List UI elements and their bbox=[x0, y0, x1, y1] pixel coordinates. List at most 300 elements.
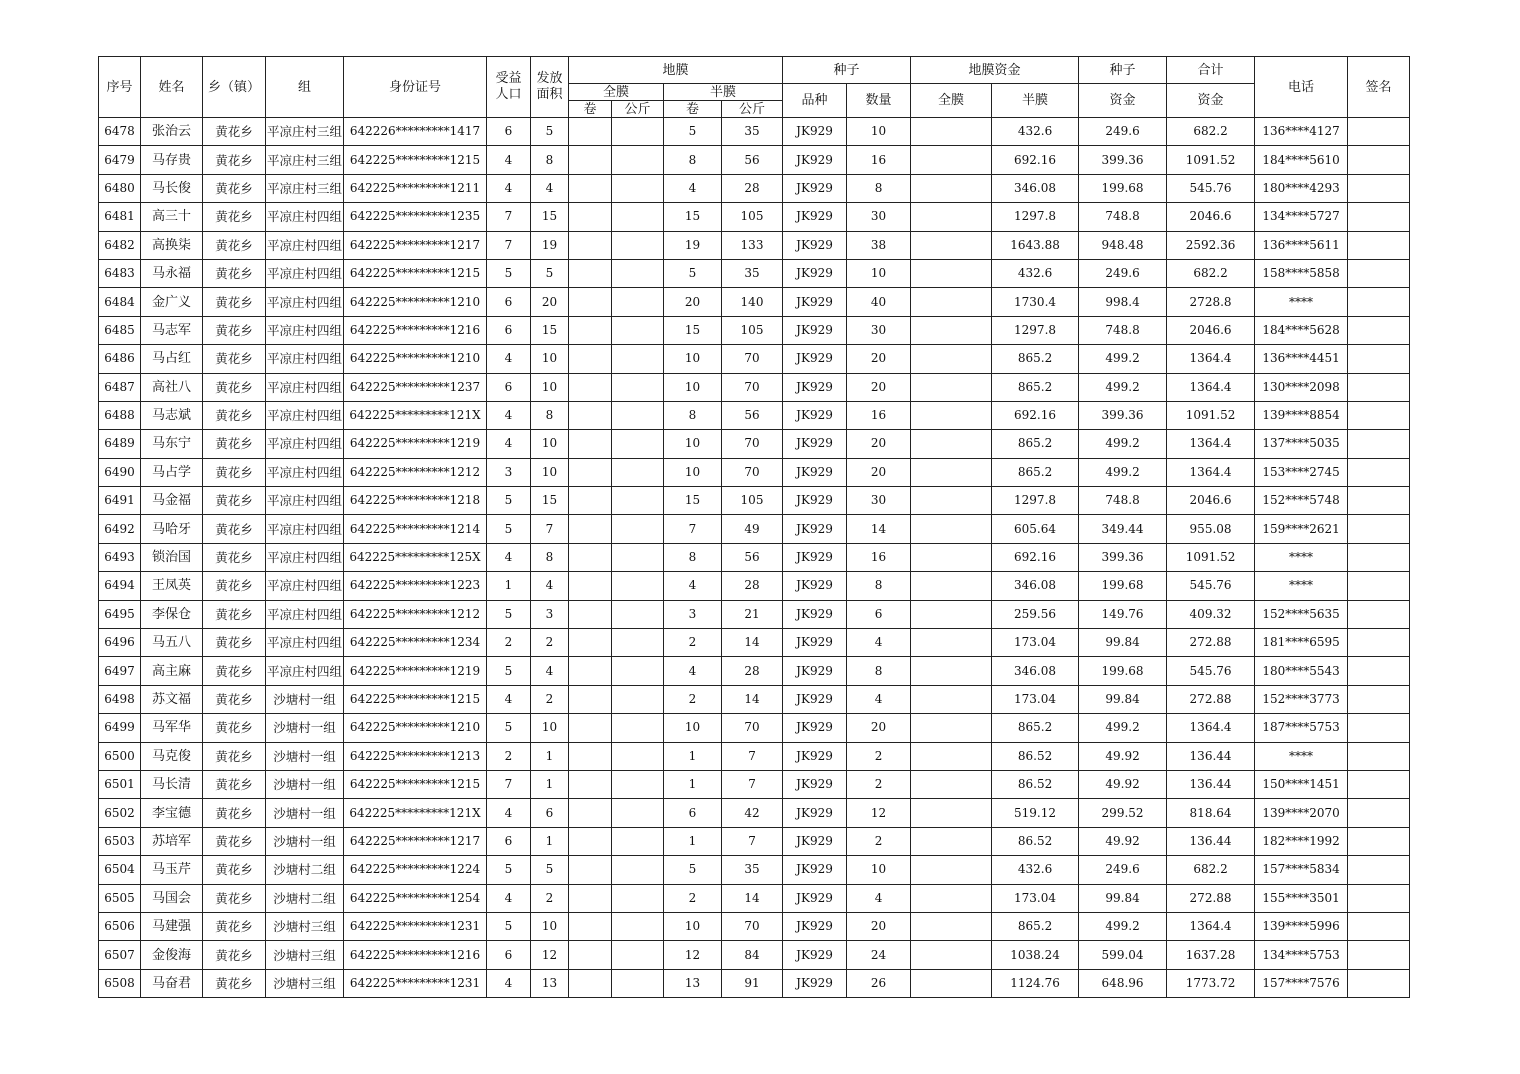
distribution-table bbox=[98, 56, 1410, 998]
cell-half-kg: 70 bbox=[722, 714, 783, 742]
cell-half-roll: 5 bbox=[664, 856, 722, 884]
cell-full-film-funds bbox=[911, 856, 992, 884]
table-row bbox=[99, 543, 1410, 571]
cell-full-film-funds bbox=[911, 543, 992, 571]
cell-half-roll: 6 bbox=[664, 799, 722, 827]
cell-half-kg: 105 bbox=[722, 487, 783, 515]
cell-seq: 6488 bbox=[99, 401, 141, 429]
cell-area: 15 bbox=[531, 316, 569, 344]
cell-half-roll: 7 bbox=[664, 515, 722, 543]
cell-half-film-funds: 692.16 bbox=[992, 543, 1079, 571]
cell-seed-funds: 998.4 bbox=[1079, 288, 1167, 316]
cell-half-kg: 133 bbox=[722, 231, 783, 259]
cell-half-roll: 10 bbox=[664, 373, 722, 401]
cell-signature bbox=[1348, 288, 1410, 316]
cell-full-roll bbox=[569, 174, 612, 202]
cell-town: 黄花乡 bbox=[203, 345, 266, 373]
header-film-funds: 地膜资金 bbox=[911, 57, 1079, 84]
cell-full-film-funds bbox=[911, 941, 992, 969]
cell-beneficiaries: 4 bbox=[487, 345, 531, 373]
cell-signature bbox=[1348, 231, 1410, 259]
cell-variety: JK929 bbox=[783, 969, 847, 997]
cell-phone: 136****5611 bbox=[1255, 231, 1348, 259]
cell-town: 黄花乡 bbox=[203, 941, 266, 969]
cell-full-roll bbox=[569, 259, 612, 287]
cell-quantity: 10 bbox=[847, 259, 911, 287]
cell-seq: 6505 bbox=[99, 884, 141, 912]
cell-total-funds: 136.44 bbox=[1167, 827, 1255, 855]
cell-phone: 139****2070 bbox=[1255, 799, 1348, 827]
cell-full-kg bbox=[612, 373, 664, 401]
cell-id-number: 642225*********1210 bbox=[344, 345, 487, 373]
cell-signature bbox=[1348, 827, 1410, 855]
cell-half-kg: 70 bbox=[722, 458, 783, 486]
cell-beneficiaries: 4 bbox=[487, 174, 531, 202]
cell-half-film-funds: 346.08 bbox=[992, 174, 1079, 202]
cell-quantity: 20 bbox=[847, 714, 911, 742]
cell-group: 平凉庄村四组 bbox=[266, 487, 344, 515]
cell-area: 8 bbox=[531, 543, 569, 571]
cell-phone: 159****2621 bbox=[1255, 515, 1348, 543]
cell-half-roll: 8 bbox=[664, 146, 722, 174]
cell-id-number: 642225*********1213 bbox=[344, 742, 487, 770]
cell-area: 10 bbox=[531, 714, 569, 742]
cell-group: 平凉庄村四组 bbox=[266, 572, 344, 600]
cell-half-kg: 28 bbox=[722, 174, 783, 202]
cell-seed-funds: 499.2 bbox=[1079, 430, 1167, 458]
cell-variety: JK929 bbox=[783, 487, 847, 515]
cell-name: 李宝德 bbox=[141, 799, 203, 827]
cell-half-roll: 10 bbox=[664, 345, 722, 373]
cell-total-funds: 1364.4 bbox=[1167, 458, 1255, 486]
cell-town: 黄花乡 bbox=[203, 203, 266, 231]
cell-beneficiaries: 4 bbox=[487, 969, 531, 997]
cell-full-film-funds bbox=[911, 231, 992, 259]
cell-phone: 136****4451 bbox=[1255, 345, 1348, 373]
cell-variety: JK929 bbox=[783, 316, 847, 344]
cell-seed-funds: 748.8 bbox=[1079, 203, 1167, 231]
cell-phone: 181****6595 bbox=[1255, 629, 1348, 657]
header-seed-funds: 资金 bbox=[1079, 84, 1167, 118]
cell-id-number: 642225*********1211 bbox=[344, 174, 487, 202]
cell-total-funds: 2592.36 bbox=[1167, 231, 1255, 259]
cell-area: 3 bbox=[531, 600, 569, 628]
cell-full-roll bbox=[569, 345, 612, 373]
cell-half-kg: 7 bbox=[722, 827, 783, 855]
cell-town: 黄花乡 bbox=[203, 827, 266, 855]
cell-full-film-funds bbox=[911, 742, 992, 770]
cell-full-roll bbox=[569, 600, 612, 628]
cell-phone: 150****1451 bbox=[1255, 770, 1348, 798]
cell-total-funds: 545.76 bbox=[1167, 174, 1255, 202]
cell-full-film-funds bbox=[911, 487, 992, 515]
cell-area: 1 bbox=[531, 827, 569, 855]
cell-seed-funds: 349.44 bbox=[1079, 515, 1167, 543]
cell-half-film-funds: 86.52 bbox=[992, 770, 1079, 798]
cell-quantity: 14 bbox=[847, 515, 911, 543]
cell-beneficiaries: 7 bbox=[487, 770, 531, 798]
cell-quantity: 10 bbox=[847, 118, 911, 146]
cell-full-kg bbox=[612, 912, 664, 940]
cell-area: 15 bbox=[531, 487, 569, 515]
table-row bbox=[99, 174, 1410, 202]
cell-group: 平凉庄村四组 bbox=[266, 543, 344, 571]
cell-area: 1 bbox=[531, 770, 569, 798]
cell-half-roll: 4 bbox=[664, 657, 722, 685]
table-row bbox=[99, 969, 1410, 997]
cell-id-number: 642225*********125X bbox=[344, 543, 487, 571]
cell-beneficiaries: 4 bbox=[487, 685, 531, 713]
cell-half-film-funds: 1038.24 bbox=[992, 941, 1079, 969]
cell-beneficiaries: 4 bbox=[487, 401, 531, 429]
cell-name: 马克俊 bbox=[141, 742, 203, 770]
cell-seq: 6508 bbox=[99, 969, 141, 997]
cell-beneficiaries: 4 bbox=[487, 146, 531, 174]
cell-full-roll bbox=[569, 288, 612, 316]
cell-seq: 6489 bbox=[99, 430, 141, 458]
cell-full-roll bbox=[569, 941, 612, 969]
cell-quantity: 26 bbox=[847, 969, 911, 997]
cell-group: 平凉庄村四组 bbox=[266, 401, 344, 429]
cell-total-funds: 136.44 bbox=[1167, 742, 1255, 770]
header-area: 发放面积 bbox=[531, 57, 569, 118]
cell-variety: JK929 bbox=[783, 231, 847, 259]
cell-signature bbox=[1348, 515, 1410, 543]
cell-half-film-funds: 519.12 bbox=[992, 799, 1079, 827]
cell-half-film-funds: 346.08 bbox=[992, 572, 1079, 600]
cell-half-roll: 10 bbox=[664, 912, 722, 940]
cell-seed-funds: 399.36 bbox=[1079, 146, 1167, 174]
cell-full-kg bbox=[612, 231, 664, 259]
cell-group: 沙塘村一组 bbox=[266, 799, 344, 827]
cell-full-roll bbox=[569, 458, 612, 486]
cell-seq: 6494 bbox=[99, 572, 141, 600]
cell-signature bbox=[1348, 685, 1410, 713]
cell-seq: 6485 bbox=[99, 316, 141, 344]
cell-beneficiaries: 7 bbox=[487, 231, 531, 259]
table-header bbox=[99, 57, 1410, 118]
cell-town: 黄花乡 bbox=[203, 259, 266, 287]
cell-variety: JK929 bbox=[783, 458, 847, 486]
cell-seed-funds: 648.96 bbox=[1079, 969, 1167, 997]
cell-half-kg: 56 bbox=[722, 146, 783, 174]
cell-variety: JK929 bbox=[783, 770, 847, 798]
cell-name: 苏培军 bbox=[141, 827, 203, 855]
cell-full-kg bbox=[612, 799, 664, 827]
cell-total-funds: 1091.52 bbox=[1167, 401, 1255, 429]
cell-seed-funds: 199.68 bbox=[1079, 572, 1167, 600]
cell-half-roll: 19 bbox=[664, 231, 722, 259]
cell-full-kg bbox=[612, 345, 664, 373]
cell-half-kg: 140 bbox=[722, 288, 783, 316]
cell-group: 沙塘村二组 bbox=[266, 884, 344, 912]
cell-beneficiaries: 4 bbox=[487, 543, 531, 571]
cell-name: 马长俊 bbox=[141, 174, 203, 202]
cell-area: 5 bbox=[531, 856, 569, 884]
cell-area: 12 bbox=[531, 941, 569, 969]
table-row bbox=[99, 714, 1410, 742]
cell-name: 金俊海 bbox=[141, 941, 203, 969]
cell-phone: 139****5996 bbox=[1255, 912, 1348, 940]
cell-total-funds: 409.32 bbox=[1167, 600, 1255, 628]
cell-full-kg bbox=[612, 458, 664, 486]
cell-seed-funds: 199.68 bbox=[1079, 657, 1167, 685]
cell-signature bbox=[1348, 345, 1410, 373]
cell-signature bbox=[1348, 600, 1410, 628]
cell-town: 黄花乡 bbox=[203, 884, 266, 912]
cell-half-film-funds: 692.16 bbox=[992, 401, 1079, 429]
cell-total-funds: 2728.8 bbox=[1167, 288, 1255, 316]
cell-half-roll: 2 bbox=[664, 685, 722, 713]
cell-full-kg bbox=[612, 827, 664, 855]
table-body bbox=[99, 118, 1410, 998]
cell-name: 马金福 bbox=[141, 487, 203, 515]
cell-name: 马军华 bbox=[141, 714, 203, 742]
cell-name: 马哈牙 bbox=[141, 515, 203, 543]
header-total-funds: 资金 bbox=[1167, 84, 1255, 118]
cell-seq: 6479 bbox=[99, 146, 141, 174]
cell-half-kg: 105 bbox=[722, 316, 783, 344]
cell-half-roll: 8 bbox=[664, 401, 722, 429]
cell-beneficiaries: 1 bbox=[487, 572, 531, 600]
cell-variety: JK929 bbox=[783, 600, 847, 628]
cell-half-film-funds: 865.2 bbox=[992, 345, 1079, 373]
table-row bbox=[99, 941, 1410, 969]
cell-full-kg bbox=[612, 146, 664, 174]
cell-quantity: 2 bbox=[847, 742, 911, 770]
cell-seq: 6486 bbox=[99, 345, 141, 373]
cell-half-kg: 70 bbox=[722, 430, 783, 458]
cell-phone: **** bbox=[1255, 288, 1348, 316]
cell-total-funds: 2046.6 bbox=[1167, 487, 1255, 515]
table-row bbox=[99, 912, 1410, 940]
cell-signature bbox=[1348, 969, 1410, 997]
cell-full-roll bbox=[569, 543, 612, 571]
cell-half-film-funds: 346.08 bbox=[992, 657, 1079, 685]
cell-id-number: 642225*********1215 bbox=[344, 770, 487, 798]
cell-total-funds: 272.88 bbox=[1167, 884, 1255, 912]
cell-full-roll bbox=[569, 572, 612, 600]
cell-area: 2 bbox=[531, 884, 569, 912]
header-name: 姓名 bbox=[141, 57, 203, 118]
cell-beneficiaries: 5 bbox=[487, 912, 531, 940]
cell-signature bbox=[1348, 742, 1410, 770]
cell-group: 沙塘村三组 bbox=[266, 912, 344, 940]
cell-group: 沙塘村一组 bbox=[266, 714, 344, 742]
cell-id-number: 642225*********1235 bbox=[344, 203, 487, 231]
cell-name: 锁治国 bbox=[141, 543, 203, 571]
cell-full-roll bbox=[569, 884, 612, 912]
header-full-roll: 卷 bbox=[569, 101, 612, 118]
cell-full-film-funds bbox=[911, 259, 992, 287]
header-seed-funds-top: 种子 bbox=[1079, 57, 1167, 84]
header-town: 乡（镇） bbox=[203, 57, 266, 118]
cell-half-kg: 14 bbox=[722, 629, 783, 657]
cell-id-number: 642225*********1217 bbox=[344, 231, 487, 259]
cell-half-film-funds: 432.6 bbox=[992, 259, 1079, 287]
cell-town: 黄花乡 bbox=[203, 288, 266, 316]
cell-name: 高主麻 bbox=[141, 657, 203, 685]
cell-area: 10 bbox=[531, 430, 569, 458]
cell-full-kg bbox=[612, 118, 664, 146]
cell-seq: 6504 bbox=[99, 856, 141, 884]
cell-phone: 180****5543 bbox=[1255, 657, 1348, 685]
cell-full-roll bbox=[569, 231, 612, 259]
cell-quantity: 8 bbox=[847, 572, 911, 600]
cell-seed-funds: 99.84 bbox=[1079, 629, 1167, 657]
cell-half-roll: 8 bbox=[664, 543, 722, 571]
cell-town: 黄花乡 bbox=[203, 969, 266, 997]
cell-seq: 6506 bbox=[99, 912, 141, 940]
cell-seed-funds: 748.8 bbox=[1079, 316, 1167, 344]
cell-quantity: 16 bbox=[847, 401, 911, 429]
cell-seed-funds: 199.68 bbox=[1079, 174, 1167, 202]
cell-area: 4 bbox=[531, 572, 569, 600]
cell-id-number: 642225*********1223 bbox=[344, 572, 487, 600]
cell-name: 张治云 bbox=[141, 118, 203, 146]
cell-seq: 6507 bbox=[99, 941, 141, 969]
cell-phone: 184****5628 bbox=[1255, 316, 1348, 344]
cell-town: 黄花乡 bbox=[203, 657, 266, 685]
cell-seq: 6500 bbox=[99, 742, 141, 770]
cell-seq: 6493 bbox=[99, 543, 141, 571]
cell-name: 高换柒 bbox=[141, 231, 203, 259]
cell-seq: 6491 bbox=[99, 487, 141, 515]
cell-town: 黄花乡 bbox=[203, 430, 266, 458]
cell-phone: 136****4127 bbox=[1255, 118, 1348, 146]
cell-full-roll bbox=[569, 373, 612, 401]
cell-variety: JK929 bbox=[783, 912, 847, 940]
cell-area: 1 bbox=[531, 742, 569, 770]
cell-seq: 6502 bbox=[99, 799, 141, 827]
cell-phone: 157****5834 bbox=[1255, 856, 1348, 884]
cell-phone: 152****5748 bbox=[1255, 487, 1348, 515]
cell-half-kg: 28 bbox=[722, 572, 783, 600]
cell-beneficiaries: 4 bbox=[487, 884, 531, 912]
cell-full-kg bbox=[612, 685, 664, 713]
cell-full-film-funds bbox=[911, 770, 992, 798]
cell-half-roll: 1 bbox=[664, 827, 722, 855]
cell-name: 马志斌 bbox=[141, 401, 203, 429]
cell-variety: JK929 bbox=[783, 941, 847, 969]
header-half-film: 半膜 bbox=[664, 84, 783, 101]
cell-group: 平凉庄村四组 bbox=[266, 430, 344, 458]
cell-half-roll: 5 bbox=[664, 118, 722, 146]
cell-full-kg bbox=[612, 316, 664, 344]
cell-seed-funds: 748.8 bbox=[1079, 487, 1167, 515]
cell-id-number: 642225*********121X bbox=[344, 401, 487, 429]
cell-town: 黄花乡 bbox=[203, 770, 266, 798]
cell-seq: 6501 bbox=[99, 770, 141, 798]
cell-full-kg bbox=[612, 401, 664, 429]
cell-variety: JK929 bbox=[783, 373, 847, 401]
cell-signature bbox=[1348, 118, 1410, 146]
cell-group: 沙塘村三组 bbox=[266, 969, 344, 997]
cell-full-film-funds bbox=[911, 600, 992, 628]
cell-variety: JK929 bbox=[783, 401, 847, 429]
cell-beneficiaries: 5 bbox=[487, 487, 531, 515]
cell-beneficiaries: 6 bbox=[487, 373, 531, 401]
cell-half-roll: 15 bbox=[664, 316, 722, 344]
table-row bbox=[99, 742, 1410, 770]
cell-total-funds: 818.64 bbox=[1167, 799, 1255, 827]
cell-half-roll: 1 bbox=[664, 742, 722, 770]
cell-area: 2 bbox=[531, 685, 569, 713]
cell-total-funds: 1364.4 bbox=[1167, 373, 1255, 401]
cell-seq: 6498 bbox=[99, 685, 141, 713]
cell-town: 黄花乡 bbox=[203, 118, 266, 146]
subsidy-sheet bbox=[98, 56, 1409, 998]
cell-full-roll bbox=[569, 912, 612, 940]
cell-area: 10 bbox=[531, 458, 569, 486]
table-row bbox=[99, 458, 1410, 486]
cell-name: 马长清 bbox=[141, 770, 203, 798]
cell-area: 10 bbox=[531, 345, 569, 373]
cell-town: 黄花乡 bbox=[203, 714, 266, 742]
cell-full-kg bbox=[612, 543, 664, 571]
cell-full-film-funds bbox=[911, 430, 992, 458]
cell-full-roll bbox=[569, 685, 612, 713]
cell-group: 沙塘村一组 bbox=[266, 827, 344, 855]
cell-full-roll bbox=[569, 487, 612, 515]
cell-full-film-funds bbox=[911, 799, 992, 827]
header-signature: 签名 bbox=[1348, 57, 1410, 118]
cell-half-film-funds: 865.2 bbox=[992, 714, 1079, 742]
cell-variety: JK929 bbox=[783, 345, 847, 373]
cell-seed-funds: 399.36 bbox=[1079, 401, 1167, 429]
cell-full-roll bbox=[569, 515, 612, 543]
cell-full-film-funds bbox=[911, 685, 992, 713]
cell-variety: JK929 bbox=[783, 259, 847, 287]
table-row bbox=[99, 770, 1410, 798]
cell-variety: JK929 bbox=[783, 174, 847, 202]
cell-signature bbox=[1348, 770, 1410, 798]
cell-signature bbox=[1348, 146, 1410, 174]
cell-id-number: 642225*********1231 bbox=[344, 969, 487, 997]
cell-beneficiaries: 6 bbox=[487, 288, 531, 316]
cell-quantity: 20 bbox=[847, 345, 911, 373]
cell-name: 马占学 bbox=[141, 458, 203, 486]
cell-full-roll bbox=[569, 657, 612, 685]
cell-half-kg: 35 bbox=[722, 118, 783, 146]
cell-town: 黄花乡 bbox=[203, 231, 266, 259]
cell-half-kg: 7 bbox=[722, 742, 783, 770]
cell-phone: 134****5753 bbox=[1255, 941, 1348, 969]
table-row bbox=[99, 259, 1410, 287]
cell-total-funds: 955.08 bbox=[1167, 515, 1255, 543]
table-row bbox=[99, 288, 1410, 316]
cell-half-roll: 2 bbox=[664, 629, 722, 657]
cell-name: 马五八 bbox=[141, 629, 203, 657]
table-row bbox=[99, 515, 1410, 543]
cell-area: 4 bbox=[531, 657, 569, 685]
cell-name: 苏文福 bbox=[141, 685, 203, 713]
cell-full-roll bbox=[569, 856, 612, 884]
table-row bbox=[99, 146, 1410, 174]
cell-signature bbox=[1348, 799, 1410, 827]
cell-full-kg bbox=[612, 600, 664, 628]
cell-full-film-funds bbox=[911, 458, 992, 486]
cell-town: 黄花乡 bbox=[203, 316, 266, 344]
cell-full-kg bbox=[612, 657, 664, 685]
header-seq: 序号 bbox=[99, 57, 141, 118]
cell-beneficiaries: 5 bbox=[487, 259, 531, 287]
cell-full-roll bbox=[569, 742, 612, 770]
cell-half-film-funds: 173.04 bbox=[992, 629, 1079, 657]
cell-area: 4 bbox=[531, 174, 569, 202]
cell-full-kg bbox=[612, 941, 664, 969]
cell-town: 黄花乡 bbox=[203, 515, 266, 543]
